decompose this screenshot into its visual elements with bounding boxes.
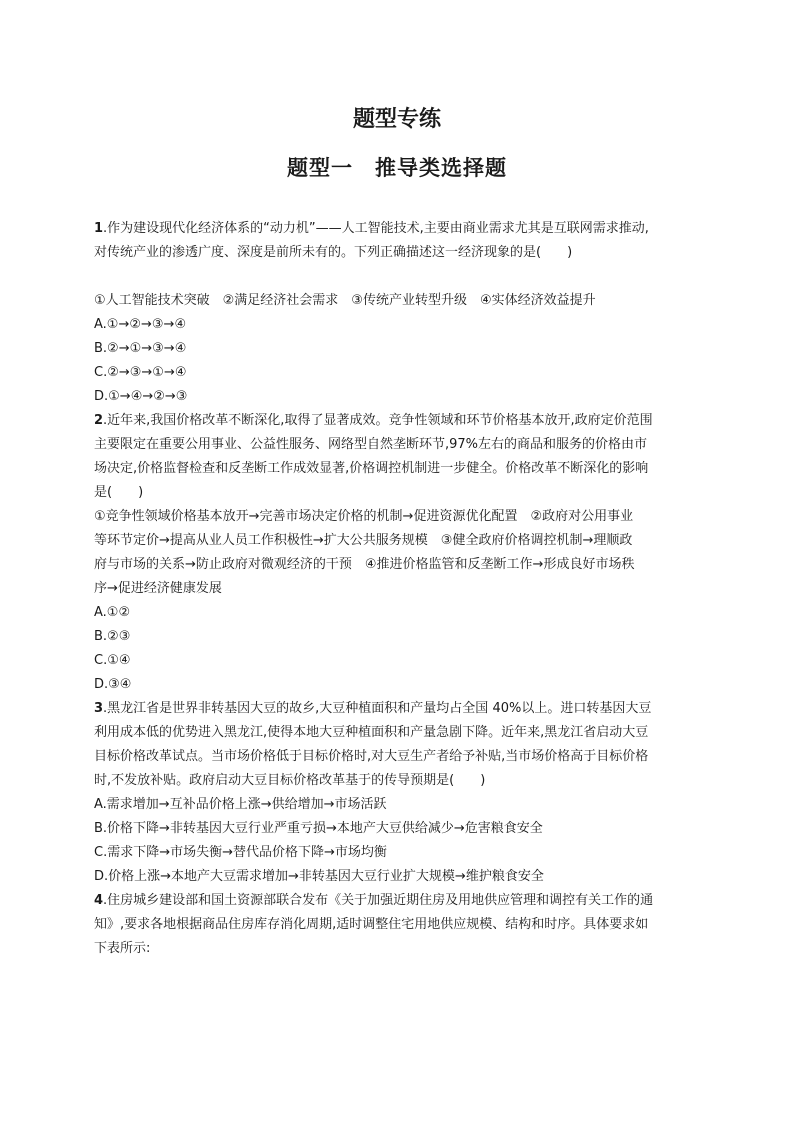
question-1-option-d: D.①→④→②→③ xyxy=(94,389,188,404)
question-4-stem-line-1: 4.住房城乡建设部和国土资源部联合发布《关于加强近期住房及用地供应管理和调控有关工作的通 xyxy=(94,893,654,908)
question-4-stem-line-3: 下表所示: xyxy=(94,941,151,956)
question-1-number: 1 xyxy=(94,221,104,236)
question-2-option-b: B.②③ xyxy=(94,629,131,644)
question-3-option-c: C.需求下降→市场失衡→替代品价格下降→市场均衡 xyxy=(94,845,387,860)
question-2-statements-line-3: 府与市场的关系→防止政府对微观经济的干预 ④推进价格监管和反垄断工作→形成良好市场秩 xyxy=(94,557,635,572)
page-title: 题型专练 xyxy=(352,107,441,132)
question-2-option-d: D.③④ xyxy=(94,677,132,692)
question-1-stem-line-1: 1.作为建设现代化经济体系的“动力机”——人工智能技术,主要由商业需求尤其是互联网需求推动, xyxy=(94,221,649,236)
question-2-stem-line-2: 主要限定在重要公用事业、公益性服务、网络型自然垄断环节,97%左右的商品和服务的价格由市 xyxy=(94,437,648,452)
question-2-number: 2 xyxy=(94,413,104,428)
question-1-stem-line-2: 对传统产业的渗透广度、深度是前所未有的。下列正确描述这一经济现象的是( ) xyxy=(94,245,573,260)
question-2-option-c: C.①④ xyxy=(94,653,131,668)
question-1-option-c: C.②→③→①→④ xyxy=(94,365,187,380)
question-3-option-a: A.需求增加→互补品价格上涨→供给增加→市场活跃 xyxy=(94,797,387,812)
question-2-statements-line-2: 等环节定价→提高从业人员工作积极性→扩大公共服务规模 ③健全政府价格调控机制→理顺政 xyxy=(94,533,633,548)
question-1-option-b: B.②→①→③→④ xyxy=(94,341,187,356)
question-3-stem-line-3: 目标价格改革试点。当市场价格低于目标价格时,对大豆生产者给予补贴,当市场价格高于目标价格 xyxy=(94,749,649,764)
question-4-number: 4 xyxy=(94,893,104,908)
question-3-option-b: B.价格下降→非转基因大豆行业严重亏损→本地产大豆供给减少→危害粮食安全 xyxy=(94,821,543,836)
question-3-number: 3 xyxy=(94,701,104,716)
question-1-option-a: A.①→②→③→④ xyxy=(94,317,187,332)
question-2-statements-line-4: 序→促进经济健康发展 xyxy=(94,581,222,596)
question-3-option-d: D.价格上涨→本地产大豆需求增加→非转基因大豆行业扩大规模→维护粮食安全 xyxy=(94,869,544,884)
question-2-stem-line-4: 是( ) xyxy=(94,485,144,500)
question-3-stem-line-2: 利用成本低的优势进入黑龙江,使得本地大豆种植面积和产量急剧下降。近年来,黑龙江省启动大豆 xyxy=(94,725,649,740)
question-2-stem-line-1: 2.近年来,我国价格改革不断深化,取得了显著成效。竞争性领域和环节价格基本放开,政府定价范围 xyxy=(94,413,653,428)
question-3-stem-line-4: 时,不发放补贴。政府启动大豆目标价格改革基于的传导预期是( ) xyxy=(94,773,486,788)
question-2-stem-line-3: 场决定,价格监督检查和反垄断工作成效显著,价格调控机制进一步健全。价格改革不断深化的影响 xyxy=(94,461,649,476)
question-4-stem-line-2: 知》,要求各地根据商品住房库存消化周期,适时调整住宅用地供应规模、结构和时序。具体要求如 xyxy=(94,917,649,932)
question-1-statements: ①人工智能技术突破 ②满足经济社会需求 ③传统产业转型升级 ④实体经济效益提升 xyxy=(94,293,596,308)
question-3-stem-line-1: 3.黑龙江省是世界非转基因大豆的故乡,大豆种植面积和产量均占全国 40%以上。进口转基因大豆 xyxy=(94,701,652,716)
question-2-option-a: A.①② xyxy=(94,605,131,620)
question-2-statements-line-1: ①竞争性领域价格基本放开→完善市场决定价格的机制→促进资源优化配置 ②政府对公用事业 xyxy=(94,509,634,524)
section-title: 题型一 推导类选择题 xyxy=(287,156,507,180)
